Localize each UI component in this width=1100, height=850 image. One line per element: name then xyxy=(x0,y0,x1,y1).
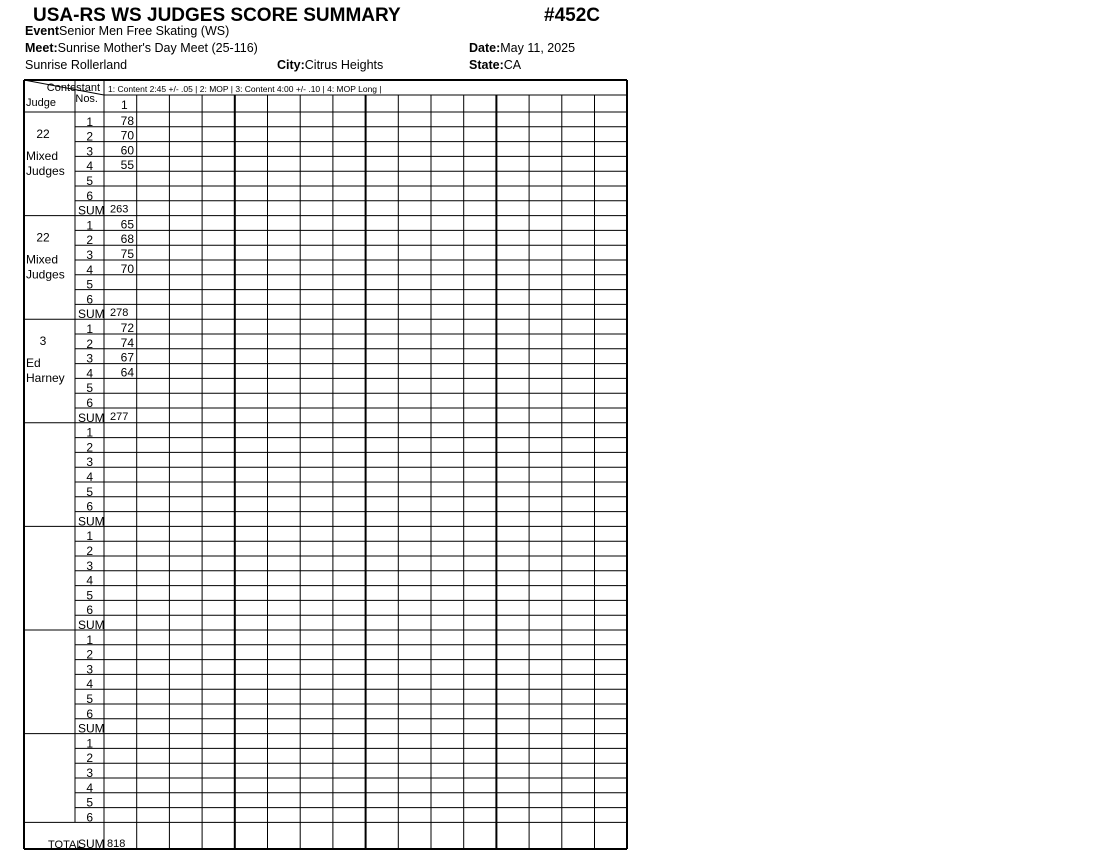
meet-value: Sunrise Mother's Day Meet (25-116) xyxy=(57,41,258,55)
row-number: 1 xyxy=(86,529,93,544)
row-number: 4 xyxy=(86,159,93,174)
judge-name-line1: Mixed xyxy=(26,149,59,163)
row-number: 5 xyxy=(86,277,93,292)
row-number: 1 xyxy=(86,632,93,647)
state-label: State: xyxy=(469,58,504,72)
sum-value: 277 xyxy=(110,410,129,423)
row-number: 3 xyxy=(86,455,93,470)
sum-label: SUM xyxy=(78,514,105,529)
city-value: Citrus Heights xyxy=(304,58,384,72)
row-number: 5 xyxy=(86,381,93,396)
row-number: 6 xyxy=(86,292,93,307)
row-number: 6 xyxy=(86,603,93,618)
row-number: 4 xyxy=(86,366,93,381)
contestant-number: 1 xyxy=(121,98,128,112)
row-number: 2 xyxy=(86,440,93,455)
event-value: Senior Men Free Skating (WS) xyxy=(59,24,230,38)
judge-name-line2: Judges xyxy=(26,164,65,178)
judge-label: Judge xyxy=(26,97,56,109)
judge-number: 22 xyxy=(36,127,50,141)
sum-value: 278 xyxy=(110,307,129,320)
row-number: 3 xyxy=(86,662,93,677)
row-number: 5 xyxy=(86,174,93,188)
sum-label: SUM xyxy=(78,721,105,736)
row-number: 6 xyxy=(86,188,93,203)
legend-text: 1: Content 2:45 +/- .05 | 2: MOP | 3: Content 4:00 +/- .10 | 4: MOP Long | xyxy=(108,84,382,94)
row-number: 2 xyxy=(86,233,93,248)
date-label: Date: xyxy=(469,41,501,55)
row-number: 3 xyxy=(86,766,93,780)
row-number: 4 xyxy=(86,780,93,795)
row-number: 2 xyxy=(86,647,93,662)
score-value: 55 xyxy=(120,158,134,173)
score-value: 67 xyxy=(120,350,134,365)
row-number: 4 xyxy=(86,470,93,484)
rink-name: Sunrise Rollerland xyxy=(25,58,128,72)
row-number: 4 xyxy=(86,573,93,588)
city-label: City: xyxy=(277,58,305,72)
score-value: 70 xyxy=(120,261,134,276)
row-number: 1 xyxy=(86,114,93,129)
row-number: 6 xyxy=(86,810,93,825)
sum-label: SUM xyxy=(78,618,105,632)
row-number: 1 xyxy=(86,218,93,233)
sum-label: SUM xyxy=(78,837,105,850)
row-number: 3 xyxy=(86,144,93,159)
row-number: 5 xyxy=(86,484,93,499)
meet-label: Meet: xyxy=(25,41,58,55)
score-value: 68 xyxy=(120,232,134,247)
row-number: 6 xyxy=(86,499,93,514)
row-number: 4 xyxy=(86,262,93,277)
row-number: 1 xyxy=(86,425,93,440)
score-value: 60 xyxy=(120,143,134,158)
score-value: 72 xyxy=(120,321,134,335)
score-value: 70 xyxy=(120,128,134,143)
contestant-label: Contestant xyxy=(46,82,100,94)
form-number: #452C xyxy=(544,5,600,26)
row-number: 5 xyxy=(86,692,93,706)
row-number: 1 xyxy=(86,736,93,751)
judge-name-line2: Judges xyxy=(26,267,65,282)
score-value: 64 xyxy=(120,365,134,380)
judge-name-line1: Ed xyxy=(26,356,41,371)
state-value: CA xyxy=(503,58,522,72)
row-number: 6 xyxy=(86,706,93,721)
score-value: 75 xyxy=(120,247,134,261)
score-value: 74 xyxy=(120,335,134,350)
row-number: 4 xyxy=(86,677,93,692)
row-number: 3 xyxy=(86,558,93,573)
score-value: 65 xyxy=(120,217,134,232)
sum-value: 263 xyxy=(110,203,129,216)
row-number: 5 xyxy=(86,795,93,810)
page-title: USA-RS WS JUDGES SCORE SUMMARY xyxy=(33,5,401,26)
row-number: 2 xyxy=(86,336,93,351)
judge-number: 3 xyxy=(39,334,47,349)
row-number: 1 xyxy=(86,322,93,336)
row-number: 2 xyxy=(86,751,93,766)
judge-name-line1: Mixed xyxy=(26,252,59,267)
row-number: 5 xyxy=(86,588,93,603)
event-label: Event xyxy=(25,24,60,38)
row-number: 2 xyxy=(86,544,93,558)
date-value: May 11, 2025 xyxy=(500,41,576,55)
row-number: 2 xyxy=(86,129,93,144)
total-label: TOTAL xyxy=(48,839,83,850)
sum-label: SUM xyxy=(78,410,105,425)
score-value: 78 xyxy=(120,113,134,128)
row-number: 3 xyxy=(86,248,93,262)
sum-label: SUM xyxy=(78,203,105,218)
sum-label: SUM xyxy=(78,307,105,322)
row-number: 3 xyxy=(86,351,93,366)
total-value: 818 xyxy=(107,838,126,850)
nos-label: Nos. xyxy=(75,93,98,105)
judge-number: 22 xyxy=(36,230,50,245)
judge-name-line2: Harney xyxy=(26,371,65,386)
row-number: 6 xyxy=(86,396,93,410)
